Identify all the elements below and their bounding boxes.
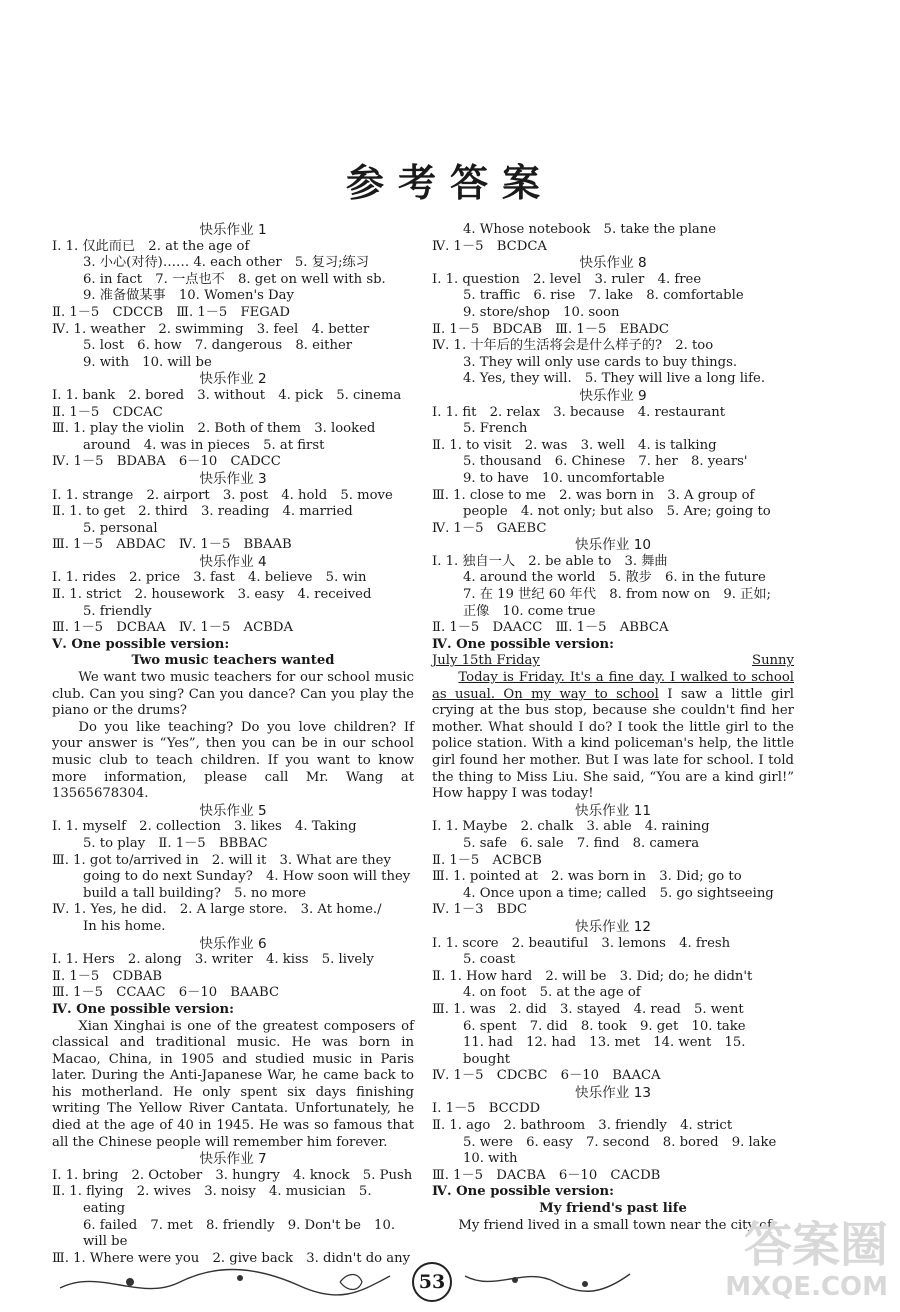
answer-line: Ⅰ. 1. rides 2. price 3. fast 4. believe 5. win [52,570,367,586]
essay-paragraph: Do you like teaching? Do you love children? If your answer is “Yes”, then you can be in our school music club to teach children. If you want to know more information, please call Mr. Wang at 13565678304. [52,719,414,802]
answer-continuation: 4. Yes, they will. 5. They will live a long life. [463,371,766,387]
section-title: 快乐作业 2 [199,371,267,388]
answer-continuation: 5. lost 6. how 7. dangerous 8. either [83,338,353,354]
watermark [725,1218,888,1302]
answer-line: Ⅰ. 1. bank 2. bored 3. without 4. pick 5. cinema [52,387,402,403]
answer-continuation: 5. were 6. easy 7. second 8. bored 9. lake [463,1134,777,1150]
answer-line: Ⅱ. 1. to get 2. third 3. reading 4. married [52,504,353,520]
diary-weather: Sunny [752,653,794,669]
answer-line: Ⅰ. 1. myself 2. collection 3. likes 4. Taking [52,819,357,835]
answer-line: Ⅳ. 1. 十年后的生活将会是什么样子的? 2. too [432,338,714,354]
diary-header [432,653,794,670]
writing-prompt: Ⅳ. One possible version: [52,1001,234,1017]
answer-continuation: 5. friendly [83,603,152,619]
answer-line: Ⅳ. 1－5 BDABA 6－10 CADCC [52,454,281,470]
answer-line: Ⅱ. 1－5 CDCCB Ⅲ. 1－5 FEGAD [52,304,290,320]
paragraph-text: I saw a little girl crying at the bus stop, because she couldn't find her mother. What should I do? I took the little girl to the police station. With a kind policeman's help, the little girl found her mother. But I was late for school. I told the thing to Miss Liu. She said, “You are a kind girl!” How happy I was today! [432,686,794,802]
answer-continuation: 6. in fact 7. 一点也不 8. get on well with sb. [83,271,386,287]
answer-line: Ⅰ. 1. strange 2. airport 3. post 4. hold 5. move [52,487,393,503]
essay-paragraph: My friend lived in a small town near the city of [458,1217,772,1233]
answer-line: Ⅱ. 1－5 CDBAB [52,968,163,984]
answer-line: Ⅰ. 1. bring 2. October 3. hungry 4. knock 5. Push [52,1167,413,1183]
section-title: 快乐作业 1 [199,222,267,238]
answer-line: Ⅰ. 1. fit 2. relax 3. because 4. restaurant [432,404,726,420]
answer-continuation: 5. personal [83,520,158,536]
writing-prompt: Ⅳ. One possible version: [432,1184,614,1200]
answer-continuation: 3. 小心(对待)…… 4. each other 5. 复习;练习 [83,255,369,271]
answer-continuation: 5. traffic 6. rise 7. lake 8. comfortable [463,288,744,304]
answer-line: Ⅰ. 1. Maybe 2. chalk 3. able 4. raining [432,819,710,835]
answer-line: Ⅲ. 1. got to/arrived in 2. will it 3. What are they [52,852,391,868]
answer-continuation: 6. spent 7. did 8. took 9. get 10. take [463,1018,746,1034]
answer-continuation: 11. had 12. had 13. met 14. went 15. bought [463,1035,746,1067]
answer-continuation: 9. with 10. will be [83,354,212,370]
answer-continuation: 4. Once upon a time; called 5. go sightseeing [463,885,774,901]
watermark-url: MXQE.COM [725,1272,888,1302]
answer-line: Ⅱ. 1－5 BDCAB Ⅲ. 1－5 EBADC [432,321,670,337]
section-title: 快乐作业 7 [199,1151,267,1168]
page-number: 53 [412,1262,452,1302]
answer-line: Ⅳ. 1－5 GAEBC [432,520,547,536]
answer-line: Ⅲ. 1－5 ABDAC Ⅳ. 1－5 BBAAB [52,537,292,553]
answer-line: Ⅳ. 1－3 BDC [432,902,528,918]
answer-line: Ⅲ. 1. Where were you 2. give back 3. didn't do any [52,1250,411,1266]
answer-line: Ⅱ. 1. to visit 2. was 3. well 4. is talking [432,437,717,453]
section-title: 快乐作业 5 [199,802,267,819]
answer-line: Ⅰ. 1. question 2. level 3. ruler 4. free [432,271,702,287]
answer-continuation: people 4. not only; but also 5. Are; going to [463,504,771,520]
section-title: 快乐作业 4 [199,553,267,570]
answer-line: Ⅳ. 1－5 CDCBC 6－10 BAACA [432,1068,661,1084]
answer-line: Ⅱ. 1. ago 2. bathroom 3. friendly 4. strict [432,1118,733,1134]
answer-line: Ⅱ. 1－5 ACBCB [432,852,542,868]
answer-line: Ⅳ. 1. weather 2. swimming 3. feel 4. better [52,321,370,337]
answer-continuation: around 4. was in pieces 5. at first [83,437,325,453]
answer-line: Ⅲ. 1. pointed at 2. was born in 3. Did; go to [432,869,742,885]
right-column [432,222,794,1234]
answer-line: Ⅱ. 1－5 CDCAC [52,404,163,420]
answer-line: Ⅲ. 1－5 DACBA 6－10 CACDB [432,1167,661,1183]
answer-continuation: 4. around the world 5. 散步 6. in the future [463,570,766,586]
answer-continuation: 5. to play Ⅱ. 1－5 BBBAC [83,835,268,851]
answer-continuation: 10. with [463,1151,518,1167]
essay-paragraph [432,670,794,803]
section-title: 快乐作业 11 [575,802,651,819]
section-title: 快乐作业 12 [575,918,651,935]
answer-line: Ⅲ. 1－5 CCAAC 6－10 BAABC [52,985,280,1001]
essay-paragraph: Xian Xinghai is one of the greatest composers of classical and traditional music. He was born in Macao, China, in 1905 and studied music in Paris later. During the Anti-Japanese War, he came back to his motherland. He only spent six days finishing writing The Yellow River Cantata. Unfortunately, he died at the age of 40 in 1945. He was so famous that all the Chinese people will remember him forever. [52,1018,414,1150]
answer-continuation: 9. to have 10. uncomfortable [463,470,665,486]
answer-line: Ⅰ. 1. score 2. beautiful 3. lemons 4. fresh [432,935,731,951]
decorative-vine-left-icon [40,1262,400,1302]
answer-continuation: 5. thousand 6. Chinese 7. her 8. years' [463,454,748,470]
answer-continuation: 5. safe 6. sale 7. find 8. camera [463,835,700,851]
answer-line: Ⅲ. 1－5 DCBAA Ⅳ. 1－5 ACBDA [52,620,293,636]
page-title: 参考答案 [345,160,554,205]
answer-line: Ⅱ. 1. strict 2. housework 3. easy 4. received [52,587,372,603]
answer-continuation: 3. They will only use cards to buy things. [463,354,738,370]
answer-line: Ⅲ. 1. close to me 2. was born in 3. A group of [432,487,755,503]
section-title: 快乐作业 8 [579,255,647,272]
section-title: 快乐作业 9 [579,387,647,404]
answer-line: Ⅳ. 1－5 BCDCA [432,238,547,254]
answer-continuation: build a tall building? 5. no more [83,885,307,901]
answer-continuation: 9. 准备做某事 10. Women's Day [83,288,294,304]
answer-line: Ⅳ. 1. Yes, he did. 2. A large store. 3. At home./ [52,902,382,918]
answer-continuation: 正像 10. come true [463,603,596,619]
watermark-logo: 答案圈 [743,1217,888,1273]
left-column [52,222,414,1267]
section-title: 快乐作业 13 [575,1084,651,1101]
answer-line: Ⅲ. 1. was 2. did 3. stayed 4. read 5. went [432,1001,744,1017]
answer-line: Ⅰ. 1. 仅此而已 2. at the age of [52,238,250,254]
underlined-text: Today is Friday. It's a fine day. I walked to school as usual. On my way to school [432,670,794,702]
diary-date: July 15th Friday [432,653,540,669]
answer-continuation: 4. on foot 5. at the age of [463,985,641,1001]
section-title: 快乐作业 6 [199,935,267,952]
answer-continuation: 5. coast [463,952,516,968]
section-title: 快乐作业 3 [199,470,267,487]
decorative-vine-right-icon [455,1262,635,1302]
answer-line: Ⅰ. 1－5 BCCDD [432,1101,541,1117]
answer-line: Ⅲ. 1. play the violin 2. Both of them 3. looked [52,421,376,437]
answer-line: Ⅰ. 1. Hers 2. along 3. writer 4. kiss 5. lively [52,952,374,968]
essay-paragraph: We want two music teachers for our school music club. Can you sing? Can you dance? Can you play the piano or the drums? [52,670,414,719]
answer-continuation: In his home. [83,918,166,934]
answer-continuation: 5. French [463,421,528,437]
section-title: 快乐作业 10 [575,537,651,554]
answer-line: Ⅱ. 1. How hard 2. will be 3. Did; do; he didn't [432,968,753,984]
answer-line: Ⅰ. 1. 独自一人 2. be able to 3. 舞曲 [432,553,668,569]
answer-continuation: 7. 在 19 世纪 60 年代 8. from now on 9. 正如; [463,587,771,603]
essay-title: Two music teachers wanted [131,653,335,669]
writing-prompt: Ⅴ. One possible version: [52,636,230,652]
answer-continuation: going to do next Sunday? 4. How soon will they [83,869,411,885]
essay-title: My friend's past life [539,1201,687,1217]
answer-continuation: 4. Whose notebook 5. take the plane [463,222,717,237]
writing-prompt: Ⅳ. One possible version: [432,636,614,652]
answer-line: Ⅱ. 1－5 DAACC Ⅲ. 1－5 ABBCA [432,620,669,636]
answer-continuation: 9. store/shop 10. soon [463,304,620,320]
answer-continuation: 6. failed 7. met 8. friendly 9. Don't be 10. will be [83,1217,396,1250]
answer-line: Ⅱ. 1. flying 2. wives 3. noisy 4. musician 5. eating [52,1184,372,1217]
